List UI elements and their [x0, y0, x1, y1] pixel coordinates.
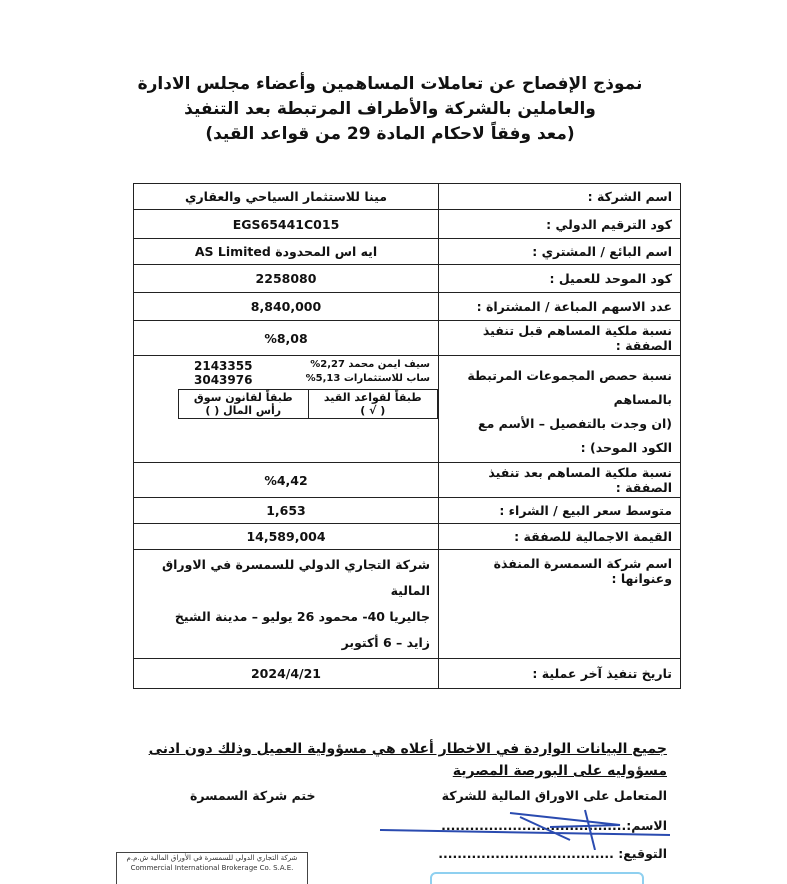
note-line: جميع البيانات الواردة في الاخطار أعلاه هي مسؤولية العميل وذلك دون ادنى — [148, 741, 667, 757]
disclaimer-note — [107, 738, 667, 782]
rule-capital-market — [179, 390, 309, 419]
handwritten-signature — [370, 805, 690, 850]
row-value: 14,589,004 — [134, 524, 439, 550]
disclosure-table — [133, 183, 681, 689]
group-code: 3043976 — [194, 373, 253, 387]
table-row — [134, 498, 681, 524]
row-label: كود الترقيم الدولي : — [439, 210, 681, 239]
rule-listing-label: طبقاً لقواعد القيد — [323, 391, 422, 404]
row-label: متوسط سعر البيع / الشراء : — [439, 498, 681, 524]
title-line-1: نموذج الإفصاح عن تعاملات المساهمين وأعضاء مجلس الادارة — [137, 74, 643, 94]
table-row — [134, 321, 681, 356]
rule-capital-label: طبقاً لقانون سوق رأس المال — [193, 391, 293, 417]
table-row — [134, 293, 681, 321]
table-row — [134, 184, 681, 210]
row-value: مينا للاستثمار السياحي والعقاري — [134, 184, 439, 210]
table-row — [134, 659, 681, 689]
blue-stamp — [430, 872, 644, 884]
row-label: نسبة ملكية المساهم قبل تنفيذ الصفقة : — [439, 321, 681, 356]
groups-label-1: نسبة حصص المجموعات المرتبطة بالمساهم — [467, 368, 672, 407]
dealer-label: المتعامل على الاوراق المالية للشركة — [441, 788, 667, 803]
row-label: القيمة الاجمالية للصفقة : — [439, 524, 681, 550]
row-label — [439, 356, 681, 463]
row-value: 2258080 — [134, 265, 439, 293]
table-row-broker — [134, 550, 681, 659]
row-value: %8,08 — [134, 321, 439, 356]
rule-capital-checkbox[interactable]: ( ) — [205, 404, 220, 417]
row-value: %4,42 — [134, 463, 439, 498]
row-label: عدد الاسهم المباعة / المشتراة : — [439, 293, 681, 321]
groups-value — [134, 356, 439, 463]
name-field: الاسم:....................................... — [441, 818, 667, 833]
row-label: نسبة ملكية المساهم بعد تنفيذ الصفقة : — [439, 463, 681, 498]
table-row — [134, 524, 681, 550]
form-title — [100, 72, 680, 147]
table-row — [134, 265, 681, 293]
broker-line: جاليريا 40- محمود 26 يوليو – مدينة الشيخ — [174, 609, 430, 624]
row-label: كود الموحد للعميل : — [439, 265, 681, 293]
rule-listing — [308, 390, 438, 419]
broker-line: زايد – 6 أكتوبر — [341, 635, 430, 650]
broker-stamp: شركة التجاري الدولي للسمسرة في الأوراق المالية ش.م.م Commercial International Brokerage Co. S.A.E. — [116, 852, 308, 884]
table-row — [134, 210, 681, 239]
row-value: 1,653 — [134, 498, 439, 524]
broker-line: شركة التجاري الدولي للسمسرة في الاوراق المالية — [161, 557, 430, 598]
groups-label-2: (ان وجدت بالتفصيل – الأسم مع الكود الموحد) : — [478, 416, 672, 455]
table-row-groups — [134, 356, 681, 463]
row-label: اسم الشركة : — [439, 184, 681, 210]
row-label: اسم البائع / المشتري : — [439, 239, 681, 265]
row-value: 8,840,000 — [134, 293, 439, 321]
table-row — [134, 239, 681, 265]
row-value: EGS65441C015 — [134, 210, 439, 239]
rule-listing-checkbox[interactable]: ( √ ) — [360, 404, 386, 417]
row-label: تاريخ تنفيذ آخر عملية : — [439, 659, 681, 689]
row-value: ايه اس المحدودة AS Limited — [134, 239, 439, 265]
broker-value — [134, 550, 439, 659]
rules-subtable — [178, 389, 438, 419]
group-code: 2143355 — [194, 359, 253, 373]
title-line-2: والعاملين بالشركة والأطراف المرتبطة بعد التنفيذ — [184, 99, 596, 119]
note-line: مسؤوليه على البورصة المصرية — [452, 763, 667, 779]
title-line-3: (معد وفقاً لاحكام المادة 29 من قواعد القيد) — [205, 124, 575, 144]
group-name: ساب للاستثمارات 5,13% — [305, 373, 430, 384]
stamp-label: ختم شركة السمسرة — [190, 788, 316, 803]
signature-field: التوقيع: ..................................... — [438, 846, 667, 861]
row-label: اسم شركة السمسرة المنفذة وعنوانها : — [439, 550, 681, 659]
table-row — [134, 463, 681, 498]
group-name: سيف ايمن محمد 2,27% — [310, 359, 430, 370]
row-value: 2024/4/21 — [134, 659, 439, 689]
